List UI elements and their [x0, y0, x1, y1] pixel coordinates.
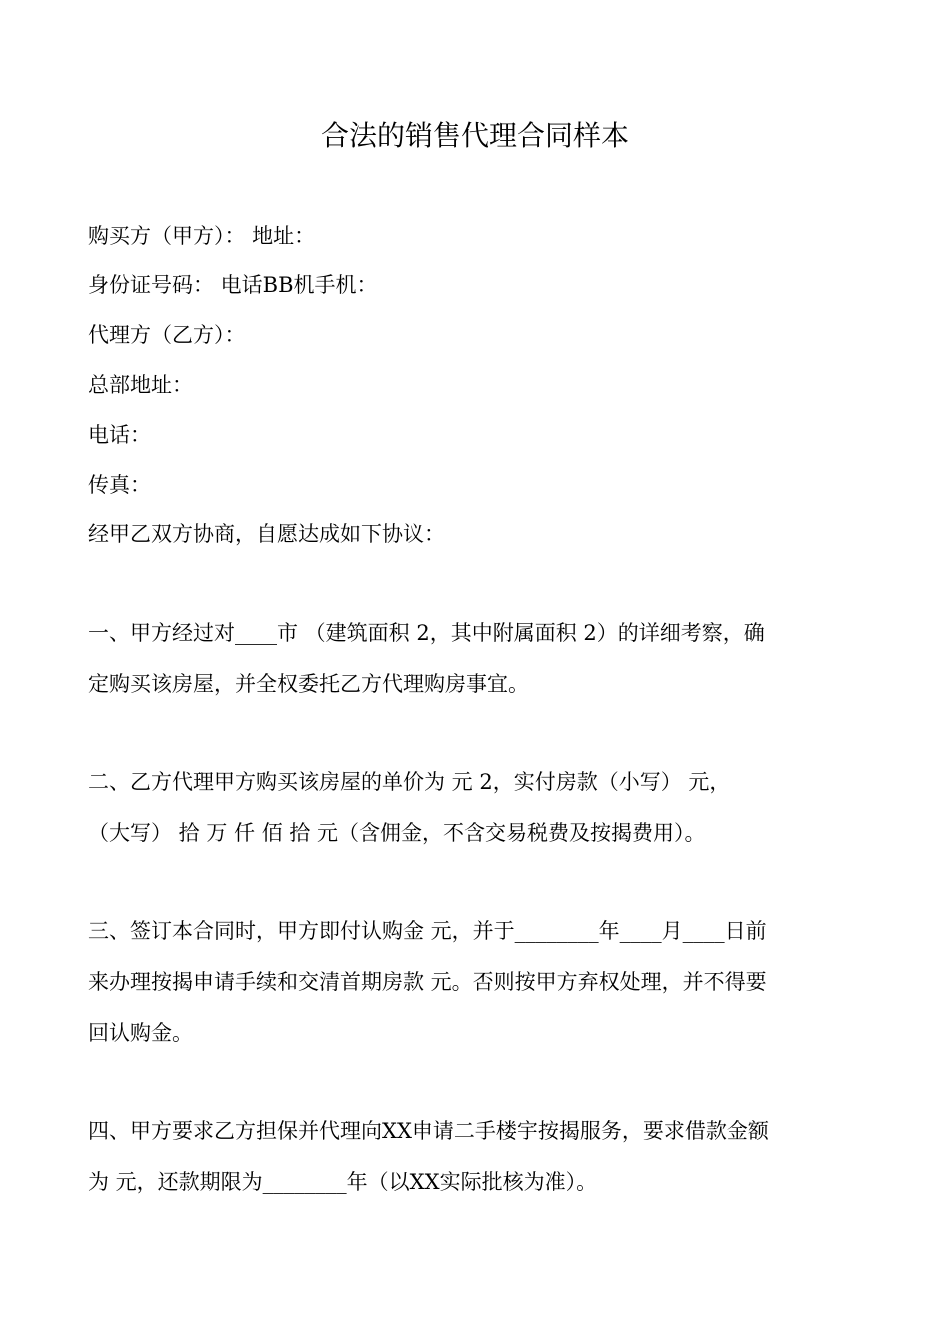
buyer-line: 购买方（甲方）： 地址：	[88, 224, 316, 248]
clause-line: 二、乙方代理甲方购买该房屋的单价为 元 2，实付房款（小写） 元，	[88, 770, 731, 794]
agreement-intro-line: 经甲乙双方协商，自愿达成如下协议：	[88, 522, 445, 546]
hq-address-line: 总部地址：	[88, 373, 193, 397]
document-title: 合法的销售代理合同样本	[320, 119, 629, 152]
clause-line: 回认购金。	[88, 1021, 193, 1045]
fax-line: 传真：	[88, 473, 151, 497]
clause-line: 定购买该房屋，并全权委托乙方代理购房事宜。	[88, 672, 529, 696]
id-phone-line: 身份证号码： 电话BB机手机：	[88, 273, 378, 297]
agent-line: 代理方（乙方）：	[88, 323, 246, 347]
clause-2	[88, 757, 864, 859]
clause-line: 三、签订本合同时，甲方即付认购金 元，并于________年____月____日前	[88, 919, 767, 943]
clause-line: 为 元，还款期限为________年（以XX实际批核为准）。	[88, 1170, 598, 1194]
clause-line: 一、甲方经过对____市 （建筑面积 2，其中附属面积 2）的详细考察，确	[88, 621, 765, 645]
clause-3	[88, 906, 864, 1059]
clause-1	[88, 608, 864, 710]
clause-line: 四、甲方要求乙方担保并代理向XX申请二手楼宇按揭服务，要求借款金额	[88, 1119, 769, 1143]
clause-4	[88, 1106, 864, 1208]
clause-line: 来办理按揭申请手续和交清首期房款 元。否则按甲方弃权处理，并不得要	[88, 970, 767, 994]
clause-line: （大写） 拾 万 仟 佰 拾 元（含佣金，不含交易税费及按揭费用）。	[88, 821, 706, 845]
phone-line: 电话：	[88, 423, 151, 447]
